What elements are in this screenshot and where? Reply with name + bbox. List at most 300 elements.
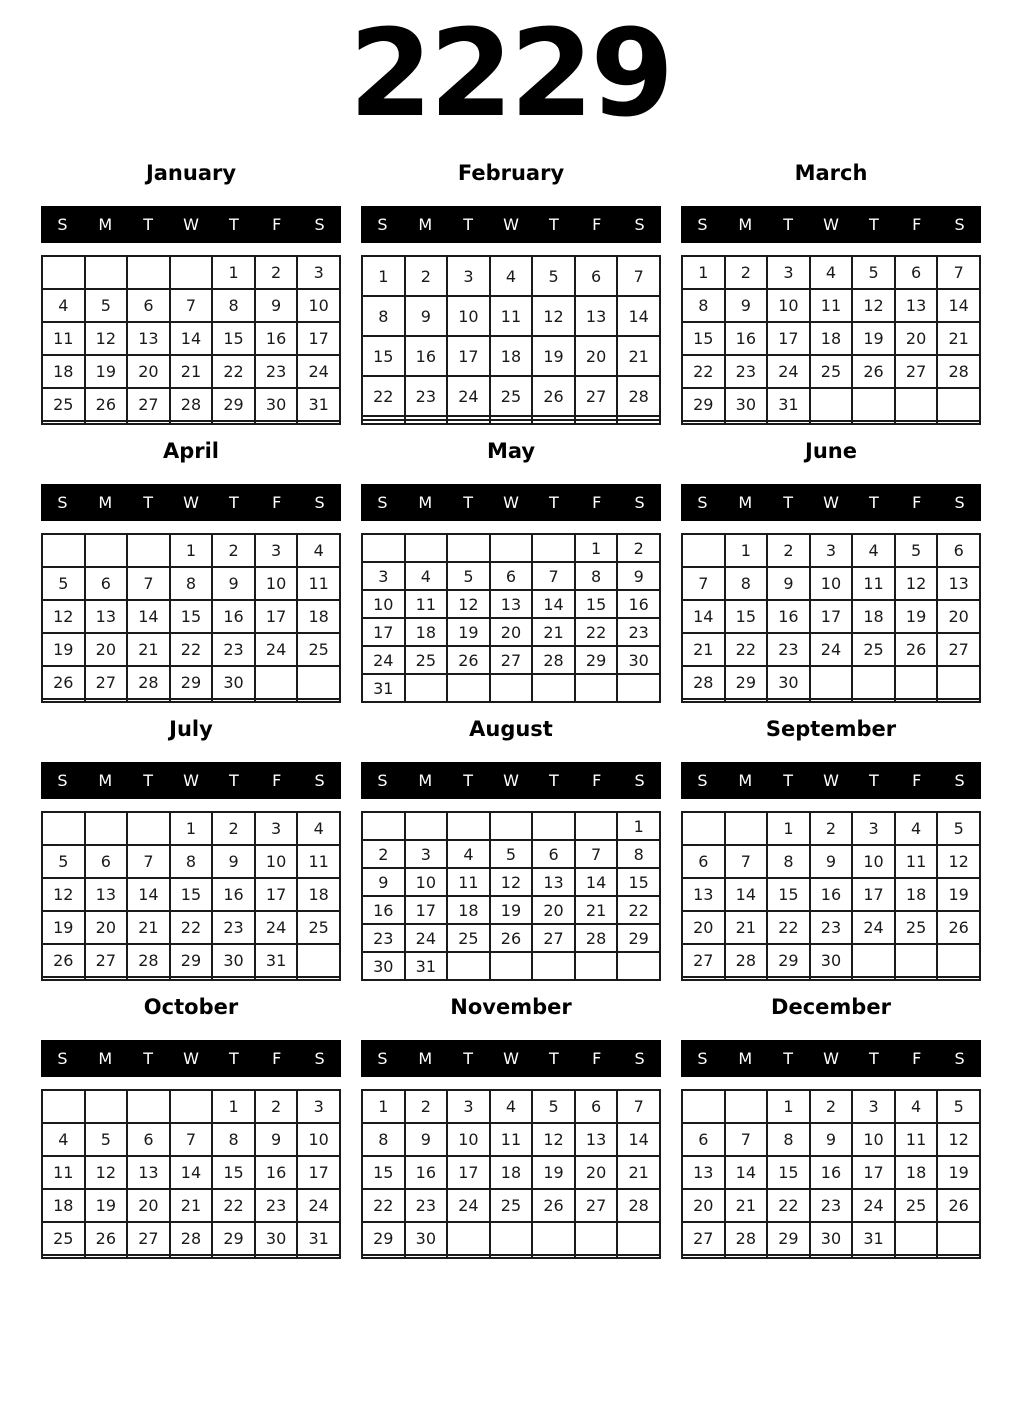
day-cell: 4 [405, 562, 448, 590]
day-cell: 10 [255, 567, 298, 600]
day-cell [447, 420, 490, 424]
day-cell: 6 [127, 289, 170, 322]
day-cell: 6 [127, 1123, 170, 1156]
day-cell: 23 [362, 924, 405, 952]
day-cell: 13 [682, 878, 725, 911]
week-row [362, 376, 660, 416]
day-cell: 6 [575, 1090, 618, 1123]
day-cell: 20 [575, 336, 618, 376]
weekday-label: T [868, 1049, 879, 1068]
day-cell: 20 [127, 1189, 170, 1222]
day-cell: 29 [212, 388, 255, 421]
day-cell [85, 699, 128, 702]
day-cell [852, 1255, 895, 1258]
weekday-label: S [697, 493, 708, 512]
day-cell [725, 699, 768, 702]
day-cell: 9 [767, 567, 810, 600]
weekday-label: S [954, 493, 965, 512]
day-cell: 2 [362, 840, 405, 868]
day-cell [810, 977, 853, 980]
week-row [42, 421, 340, 424]
day-cell: 25 [490, 376, 533, 416]
day-cell: 25 [895, 911, 938, 944]
day-cell: 25 [852, 633, 895, 666]
day-cell: 8 [767, 1123, 810, 1156]
day-cell [895, 1255, 938, 1258]
day-cell: 17 [255, 878, 298, 911]
weekday-label: T [463, 771, 474, 790]
day-cell [852, 388, 895, 421]
day-cell: 31 [852, 1222, 895, 1255]
day-cell: 19 [42, 911, 85, 944]
day-cell: 17 [852, 878, 895, 911]
month-title: November [450, 995, 572, 1019]
day-cell: 12 [85, 1156, 128, 1189]
day-cell: 30 [810, 1222, 853, 1255]
day-cell: 19 [490, 896, 533, 924]
day-cell: 24 [362, 646, 405, 674]
week-row [362, 1090, 660, 1123]
day-cell [682, 534, 725, 567]
day-cell: 20 [575, 1156, 618, 1189]
day-cell: 10 [405, 868, 448, 896]
day-cell: 8 [767, 845, 810, 878]
day-cell: 21 [532, 618, 575, 646]
day-cell [127, 699, 170, 702]
day-cell: 20 [682, 1189, 725, 1222]
day-cell: 3 [297, 256, 340, 289]
day-cell: 4 [490, 256, 533, 296]
day-cell [170, 421, 213, 424]
day-cell: 14 [575, 868, 618, 896]
day-cell: 7 [937, 256, 980, 289]
weekday-label: W [823, 771, 839, 790]
day-cell: 15 [362, 336, 405, 376]
day-cell: 2 [405, 1090, 448, 1123]
weekday-label: T [548, 1049, 559, 1068]
month-title: February [457, 161, 565, 185]
day-cell: 7 [682, 567, 725, 600]
day-cell [170, 1255, 213, 1258]
day-cell: 10 [447, 1123, 490, 1156]
day-cell: 19 [42, 633, 85, 666]
day-cell [447, 674, 490, 702]
weekday-header-row [41, 206, 341, 243]
day-cell: 24 [447, 376, 490, 416]
day-cell: 19 [85, 355, 128, 388]
day-cell: 18 [405, 618, 448, 646]
day-cell: 3 [810, 534, 853, 567]
day-cell: 3 [447, 1090, 490, 1123]
day-cell: 16 [255, 322, 298, 355]
day-cell: 28 [725, 944, 768, 977]
day-cell: 8 [212, 289, 255, 322]
day-cell [852, 421, 895, 424]
month-title: March [794, 161, 868, 185]
day-cell: 2 [212, 534, 255, 567]
day-cell: 5 [85, 1123, 128, 1156]
day-cell [937, 699, 980, 702]
day-cell: 9 [405, 1123, 448, 1156]
day-cell: 22 [767, 1189, 810, 1222]
day-cell: 10 [362, 590, 405, 618]
day-cell: 2 [405, 256, 448, 296]
day-cell: 28 [127, 666, 170, 699]
weekday-label: S [697, 215, 708, 234]
day-cell: 27 [85, 666, 128, 699]
day-cell [532, 1255, 575, 1258]
day-cell [937, 388, 980, 421]
month-day-grid [681, 811, 981, 981]
day-cell: 9 [810, 1123, 853, 1156]
weekday-label: T [868, 215, 879, 234]
day-cell: 4 [297, 812, 340, 845]
day-cell: 29 [682, 388, 725, 421]
day-cell: 30 [255, 1222, 298, 1255]
day-cell [725, 421, 768, 424]
week-row [362, 1222, 660, 1255]
day-cell [42, 977, 85, 980]
weekday-label: M [98, 771, 113, 790]
day-cell: 4 [42, 1123, 85, 1156]
day-cell: 28 [617, 376, 660, 416]
day-cell: 4 [810, 256, 853, 289]
day-cell [127, 534, 170, 567]
day-cell [532, 812, 575, 840]
week-row [42, 600, 340, 633]
day-cell [575, 1222, 618, 1255]
month-block [361, 437, 661, 703]
day-cell: 11 [297, 845, 340, 878]
day-cell [490, 952, 533, 980]
day-cell: 24 [405, 924, 448, 952]
day-cell: 6 [532, 840, 575, 868]
day-cell: 5 [852, 256, 895, 289]
day-cell: 27 [937, 633, 980, 666]
weekday-header-row [361, 484, 661, 521]
day-cell: 25 [297, 633, 340, 666]
weekday-label: S [954, 1049, 965, 1068]
weekday-label: T [548, 493, 559, 512]
day-cell: 3 [852, 1090, 895, 1123]
day-cell: 16 [255, 1156, 298, 1189]
day-cell: 6 [937, 534, 980, 567]
weekday-label: W [823, 493, 839, 512]
day-cell: 12 [490, 868, 533, 896]
day-cell: 25 [490, 1189, 533, 1222]
day-cell: 13 [85, 878, 128, 911]
day-cell [255, 421, 298, 424]
day-cell: 12 [937, 1123, 980, 1156]
day-cell: 16 [405, 336, 448, 376]
day-cell: 5 [937, 812, 980, 845]
month-day-grid [361, 1089, 661, 1259]
day-cell: 19 [852, 322, 895, 355]
day-cell: 15 [575, 590, 618, 618]
day-cell [725, 977, 768, 980]
day-cell: 24 [255, 911, 298, 944]
day-cell [575, 420, 618, 424]
day-cell: 8 [170, 845, 213, 878]
week-row [42, 699, 340, 702]
day-cell: 18 [297, 600, 340, 633]
day-cell: 10 [447, 296, 490, 336]
month-title: July [169, 717, 213, 741]
day-cell [447, 1222, 490, 1255]
weekday-label: M [418, 493, 433, 512]
month-title: October [143, 995, 239, 1019]
day-cell: 6 [85, 845, 128, 878]
day-cell: 5 [532, 1090, 575, 1123]
week-row [42, 812, 340, 845]
day-cell [490, 1255, 533, 1258]
day-cell [297, 666, 340, 699]
weekday-label: S [634, 771, 645, 790]
day-cell: 8 [575, 562, 618, 590]
week-row [362, 590, 660, 618]
day-cell: 9 [255, 289, 298, 322]
day-cell [127, 1090, 170, 1123]
week-row [682, 256, 980, 289]
weekday-label: W [183, 771, 199, 790]
day-cell [170, 977, 213, 980]
week-row [682, 944, 980, 977]
week-row [682, 1255, 980, 1258]
week-row [682, 388, 980, 421]
day-cell: 27 [682, 944, 725, 977]
day-cell: 7 [617, 256, 660, 296]
day-cell [895, 699, 938, 702]
day-cell: 1 [362, 1090, 405, 1123]
month-day-grid [41, 1089, 341, 1259]
day-cell: 7 [170, 289, 213, 322]
month-day-grid [361, 255, 661, 425]
day-cell: 14 [617, 1123, 660, 1156]
week-row [682, 322, 980, 355]
month-block [41, 159, 341, 425]
day-cell: 23 [617, 618, 660, 646]
weekday-label: W [503, 215, 519, 234]
day-cell [852, 977, 895, 980]
day-cell: 11 [895, 1123, 938, 1156]
day-cell: 15 [212, 1156, 255, 1189]
weekday-label: F [272, 771, 282, 790]
day-cell [532, 534, 575, 562]
day-cell [725, 1090, 768, 1123]
day-cell: 22 [170, 911, 213, 944]
day-cell: 7 [127, 567, 170, 600]
day-cell [767, 1255, 810, 1258]
day-cell [85, 977, 128, 980]
month-day-grid [361, 533, 661, 703]
day-cell [297, 977, 340, 980]
day-cell [575, 812, 618, 840]
day-cell: 20 [682, 911, 725, 944]
day-cell: 14 [617, 296, 660, 336]
day-cell: 23 [255, 1189, 298, 1222]
day-cell [405, 1255, 448, 1258]
day-cell: 20 [127, 355, 170, 388]
day-cell: 28 [170, 1222, 213, 1255]
day-cell [42, 534, 85, 567]
month-block [361, 715, 661, 981]
week-row [682, 289, 980, 322]
day-cell: 30 [810, 944, 853, 977]
day-cell: 21 [170, 1189, 213, 1222]
day-cell [362, 420, 405, 424]
day-cell: 19 [447, 618, 490, 646]
week-row [682, 355, 980, 388]
day-cell: 29 [767, 944, 810, 977]
day-cell [810, 666, 853, 699]
day-cell: 1 [617, 812, 660, 840]
week-row [42, 1222, 340, 1255]
week-row [682, 977, 980, 980]
day-cell: 31 [297, 388, 340, 421]
weekday-label: W [823, 1049, 839, 1068]
day-cell: 7 [170, 1123, 213, 1156]
day-cell: 5 [895, 534, 938, 567]
week-row [682, 911, 980, 944]
day-cell: 5 [42, 845, 85, 878]
week-row [362, 336, 660, 376]
weekday-label: S [57, 1049, 68, 1068]
weekday-label: M [418, 215, 433, 234]
weekday-label: T [783, 771, 794, 790]
week-row [42, 878, 340, 911]
month-block [681, 437, 981, 703]
weekday-label: W [823, 215, 839, 234]
day-cell: 27 [127, 388, 170, 421]
day-cell [170, 699, 213, 702]
day-cell: 27 [575, 1189, 618, 1222]
day-cell: 24 [767, 355, 810, 388]
day-cell: 28 [127, 944, 170, 977]
day-cell: 12 [852, 289, 895, 322]
week-row [682, 421, 980, 424]
day-cell [212, 1255, 255, 1258]
day-cell: 25 [810, 355, 853, 388]
weekday-label: T [548, 771, 559, 790]
weekday-label: F [912, 1049, 922, 1068]
day-cell: 2 [810, 1090, 853, 1123]
day-cell [617, 1222, 660, 1255]
day-cell: 11 [405, 590, 448, 618]
day-cell [682, 1090, 725, 1123]
day-cell: 10 [297, 1123, 340, 1156]
day-cell: 12 [532, 296, 575, 336]
day-cell [127, 1255, 170, 1258]
day-cell: 19 [937, 878, 980, 911]
day-cell: 2 [255, 1090, 298, 1123]
day-cell: 10 [297, 289, 340, 322]
day-cell: 30 [617, 646, 660, 674]
day-cell: 12 [937, 845, 980, 878]
day-cell: 2 [767, 534, 810, 567]
day-cell [937, 1222, 980, 1255]
weekday-label: S [377, 1049, 388, 1068]
day-cell: 21 [575, 896, 618, 924]
day-cell: 28 [617, 1189, 660, 1222]
day-cell: 22 [617, 896, 660, 924]
day-cell [170, 1090, 213, 1123]
day-cell: 15 [617, 868, 660, 896]
weekday-label: F [272, 493, 282, 512]
day-cell [170, 256, 213, 289]
week-row [682, 699, 980, 702]
day-cell [127, 977, 170, 980]
day-cell: 11 [490, 1123, 533, 1156]
day-cell: 20 [85, 633, 128, 666]
weekday-label: M [738, 493, 753, 512]
week-row [362, 812, 660, 840]
day-cell: 12 [447, 590, 490, 618]
week-row [362, 840, 660, 868]
day-cell [447, 812, 490, 840]
week-row [362, 420, 660, 424]
weekday-label: W [183, 1049, 199, 1068]
week-row [42, 322, 340, 355]
day-cell [42, 812, 85, 845]
day-cell: 3 [405, 840, 448, 868]
weekday-label: F [912, 771, 922, 790]
day-cell: 24 [297, 355, 340, 388]
week-row [42, 1156, 340, 1189]
day-cell: 21 [725, 911, 768, 944]
day-cell: 1 [170, 812, 213, 845]
week-row [362, 924, 660, 952]
day-cell: 17 [255, 600, 298, 633]
weekday-label: T [143, 771, 154, 790]
weekday-label: M [418, 1049, 433, 1068]
weekday-label: M [738, 1049, 753, 1068]
day-cell: 1 [212, 1090, 255, 1123]
day-cell: 1 [212, 256, 255, 289]
day-cell [255, 666, 298, 699]
day-cell: 6 [682, 1123, 725, 1156]
month-block [681, 715, 981, 981]
day-cell: 7 [532, 562, 575, 590]
day-cell: 31 [297, 1222, 340, 1255]
day-cell [895, 944, 938, 977]
day-cell: 8 [617, 840, 660, 868]
weekday-label: S [314, 771, 325, 790]
week-row [682, 567, 980, 600]
day-cell: 9 [405, 296, 448, 336]
day-cell: 23 [725, 355, 768, 388]
weekday-label: T [228, 215, 239, 234]
day-cell: 27 [682, 1222, 725, 1255]
day-cell: 9 [255, 1123, 298, 1156]
week-row [362, 534, 660, 562]
day-cell: 27 [532, 924, 575, 952]
weekday-header-row [681, 1040, 981, 1077]
weekday-label: S [377, 215, 388, 234]
week-row [42, 666, 340, 699]
day-cell [490, 534, 533, 562]
day-cell: 17 [852, 1156, 895, 1189]
day-cell: 16 [767, 600, 810, 633]
day-cell [575, 952, 618, 980]
day-cell [575, 674, 618, 702]
day-cell: 14 [682, 600, 725, 633]
day-cell [490, 1222, 533, 1255]
week-row [362, 952, 660, 980]
year-title: 2229 [349, 5, 671, 144]
day-cell [767, 977, 810, 980]
day-cell: 26 [852, 355, 895, 388]
day-cell [447, 534, 490, 562]
